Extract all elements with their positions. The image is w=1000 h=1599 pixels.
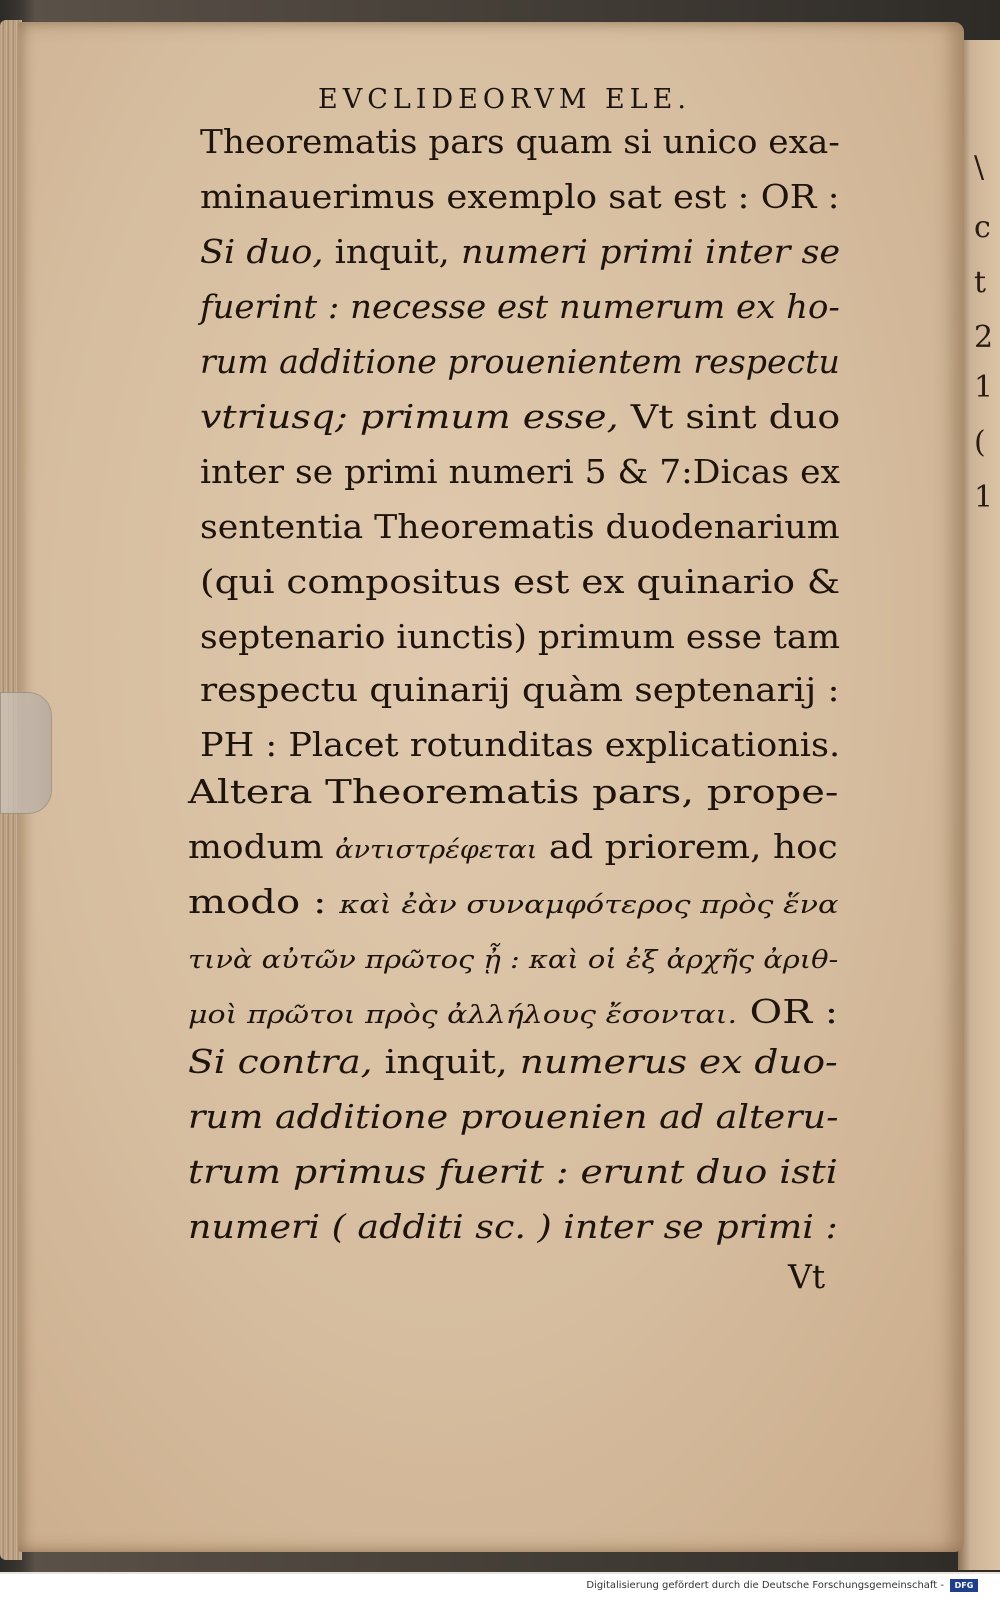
text-segment: (qui compositus est ex quinario & <box>200 562 841 601</box>
running-header: EVCLIDEORVM ELE. <box>318 84 691 115</box>
text-segment: numeri ( <box>188 1207 358 1246</box>
text-segment: Vt sint duo <box>618 397 841 436</box>
text-segment: PH : Placet rotunditas explicationis. <box>200 725 841 764</box>
text-line <box>188 1097 838 1136</box>
text-segment: καὶ ἐὰν συναμφότερος πρὸς ἕνα <box>339 890 839 919</box>
text-line <box>200 507 840 546</box>
text-segment: sententia Theorematis duodenarium <box>200 507 840 546</box>
page-clip <box>0 692 52 814</box>
text-line <box>200 287 840 326</box>
footer-credit: Digitalisierung gefördert durch die Deutsche Forschungsgemeinschaft - <box>586 1580 944 1591</box>
text-segment: minauerimus exemplo sat est : OR : <box>200 177 840 216</box>
adjacent-page-glyph: t <box>974 265 987 300</box>
text-line <box>188 1152 838 1191</box>
text-segment: fuerint : necesse est numerum ex ho- <box>200 287 840 326</box>
text-segment: Altera Theorematis pars, prope- <box>188 772 839 811</box>
text-segment: Si duo, <box>200 232 324 271</box>
footer-bar <box>0 1574 1000 1599</box>
adjacent-page-glyph: ( <box>974 425 986 460</box>
text-segment: ἀντιστρέφεται <box>335 835 538 864</box>
text-segment: vtriusq; primum esse, <box>200 397 619 436</box>
text-segment: inquit, <box>372 1042 520 1081</box>
text-line <box>200 342 840 381</box>
text-segment: septenario iunctis) primum esse tam <box>200 617 841 656</box>
adjacent-page-edge <box>958 40 1000 1570</box>
adjacent-page-glyph: \ <box>974 150 985 185</box>
text-line <box>188 772 838 811</box>
text-segment: numerus ex duo- <box>519 1042 838 1081</box>
dfg-logo: DFG <box>950 1579 978 1592</box>
adjacent-page-glyph: 1 <box>974 370 994 405</box>
text-segment: modo : <box>188 882 340 921</box>
text-line <box>188 1042 838 1081</box>
text-segment: μοὶ πρῶτοι πρὸς ἀλλήλους ἔσονται. <box>188 1000 738 1029</box>
text-segment: respectu quinarij quàm septenarij : <box>200 670 840 709</box>
text-line <box>188 1207 838 1246</box>
text-line <box>200 177 840 216</box>
text-segment: inquit, <box>323 232 461 271</box>
text-line <box>200 122 840 161</box>
text-segment: additi sc. <box>357 1207 526 1246</box>
text-segment: τινὰ αὐτῶν πρῶτος ᾖ : καὶ οἱ ἐξ ἀρχῆς ἀριθ- <box>188 945 839 974</box>
text-line <box>200 232 840 271</box>
text-line <box>188 827 838 866</box>
book-page <box>18 22 964 1552</box>
text-segment: Si contra, <box>188 1042 373 1081</box>
text-line <box>188 937 838 976</box>
adjacent-page-glyph: c <box>974 210 991 245</box>
text-line <box>200 452 840 491</box>
catchword: Vt <box>788 1257 826 1296</box>
text-segment: ) inter se primi : <box>525 1207 838 1246</box>
text-line <box>200 562 840 601</box>
text-segment: numeri primi inter se <box>460 232 841 271</box>
text-segment: modum <box>188 827 336 866</box>
text-segment: rum additione prouenientem respectu <box>200 342 840 381</box>
text-line <box>200 397 840 436</box>
text-line <box>200 725 840 764</box>
text-segment: inter se primi numeri 5 & 7:Dicas ex <box>200 452 840 491</box>
text-segment: trum primus fuerit : erunt duo isti <box>188 1152 838 1191</box>
text-line <box>200 617 840 656</box>
adjacent-page-glyph: 2 <box>974 320 994 355</box>
text-line <box>188 882 839 921</box>
text-segment: rum additione prouenien ad alteru- <box>188 1097 839 1136</box>
adjacent-page-glyph: 1 <box>974 480 994 515</box>
text-segment: ad priorem, hoc <box>537 827 838 866</box>
text-segment: Theorematis pars quam si unico exa- <box>200 122 840 161</box>
text-line <box>200 670 840 709</box>
text-line <box>188 992 838 1031</box>
text-segment: OR : <box>737 992 839 1031</box>
